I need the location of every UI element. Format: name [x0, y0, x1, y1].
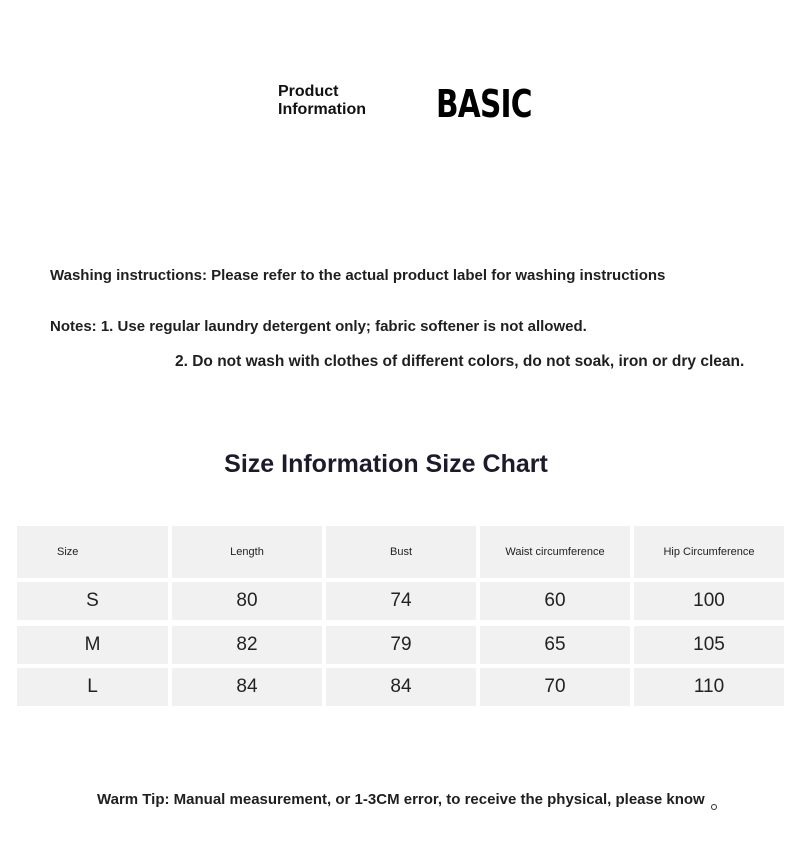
product-information-label	[278, 83, 366, 119]
warm-tip-text: Warm Tip: Manual measurement, or 1-3CM error, to receive the physical, please know	[97, 791, 705, 808]
table-cell-length: 80	[172, 582, 322, 620]
header-length: Length	[172, 526, 322, 578]
table-cell-size: S	[17, 582, 168, 620]
note-2: 2. Do not wash with clothes of different colors, do not soak, iron or dry clean.	[175, 353, 745, 370]
table-cell-waist: 65	[480, 626, 630, 664]
brand-logo: BASIC	[436, 82, 532, 126]
product-label-line1: Product	[278, 83, 339, 100]
table-cell-bust: 84	[326, 668, 476, 706]
table-cell-size: L	[17, 668, 168, 706]
table-cell-size: M	[17, 626, 168, 664]
table-cell-bust: 79	[326, 626, 476, 664]
header-size: Size	[17, 526, 168, 578]
period-circle-icon	[711, 804, 717, 810]
size-chart-title: Size Information Size Chart	[224, 450, 548, 478]
header-waist: Waist circumference	[480, 526, 630, 578]
table-cell-waist: 70	[480, 668, 630, 706]
warm-tip	[97, 791, 717, 810]
table-cell-hip: 105	[634, 626, 784, 664]
washing-instructions: Washing instructions: Please refer to the actual product label for washing instructions	[50, 267, 666, 284]
header-bust: Bust	[326, 526, 476, 578]
header-hip: Hip Circumference	[634, 526, 784, 578]
table-cell-hip: 100	[634, 582, 784, 620]
product-label-line2: Information	[278, 101, 366, 118]
table-cell-bust: 74	[326, 582, 476, 620]
table-cell-waist: 60	[480, 582, 630, 620]
table-cell-length: 82	[172, 626, 322, 664]
note-1: Notes: 1. Use regular laundry detergent only; fabric softener is not allowed.	[50, 318, 587, 335]
table-cell-length: 84	[172, 668, 322, 706]
table-cell-hip: 110	[634, 668, 784, 706]
